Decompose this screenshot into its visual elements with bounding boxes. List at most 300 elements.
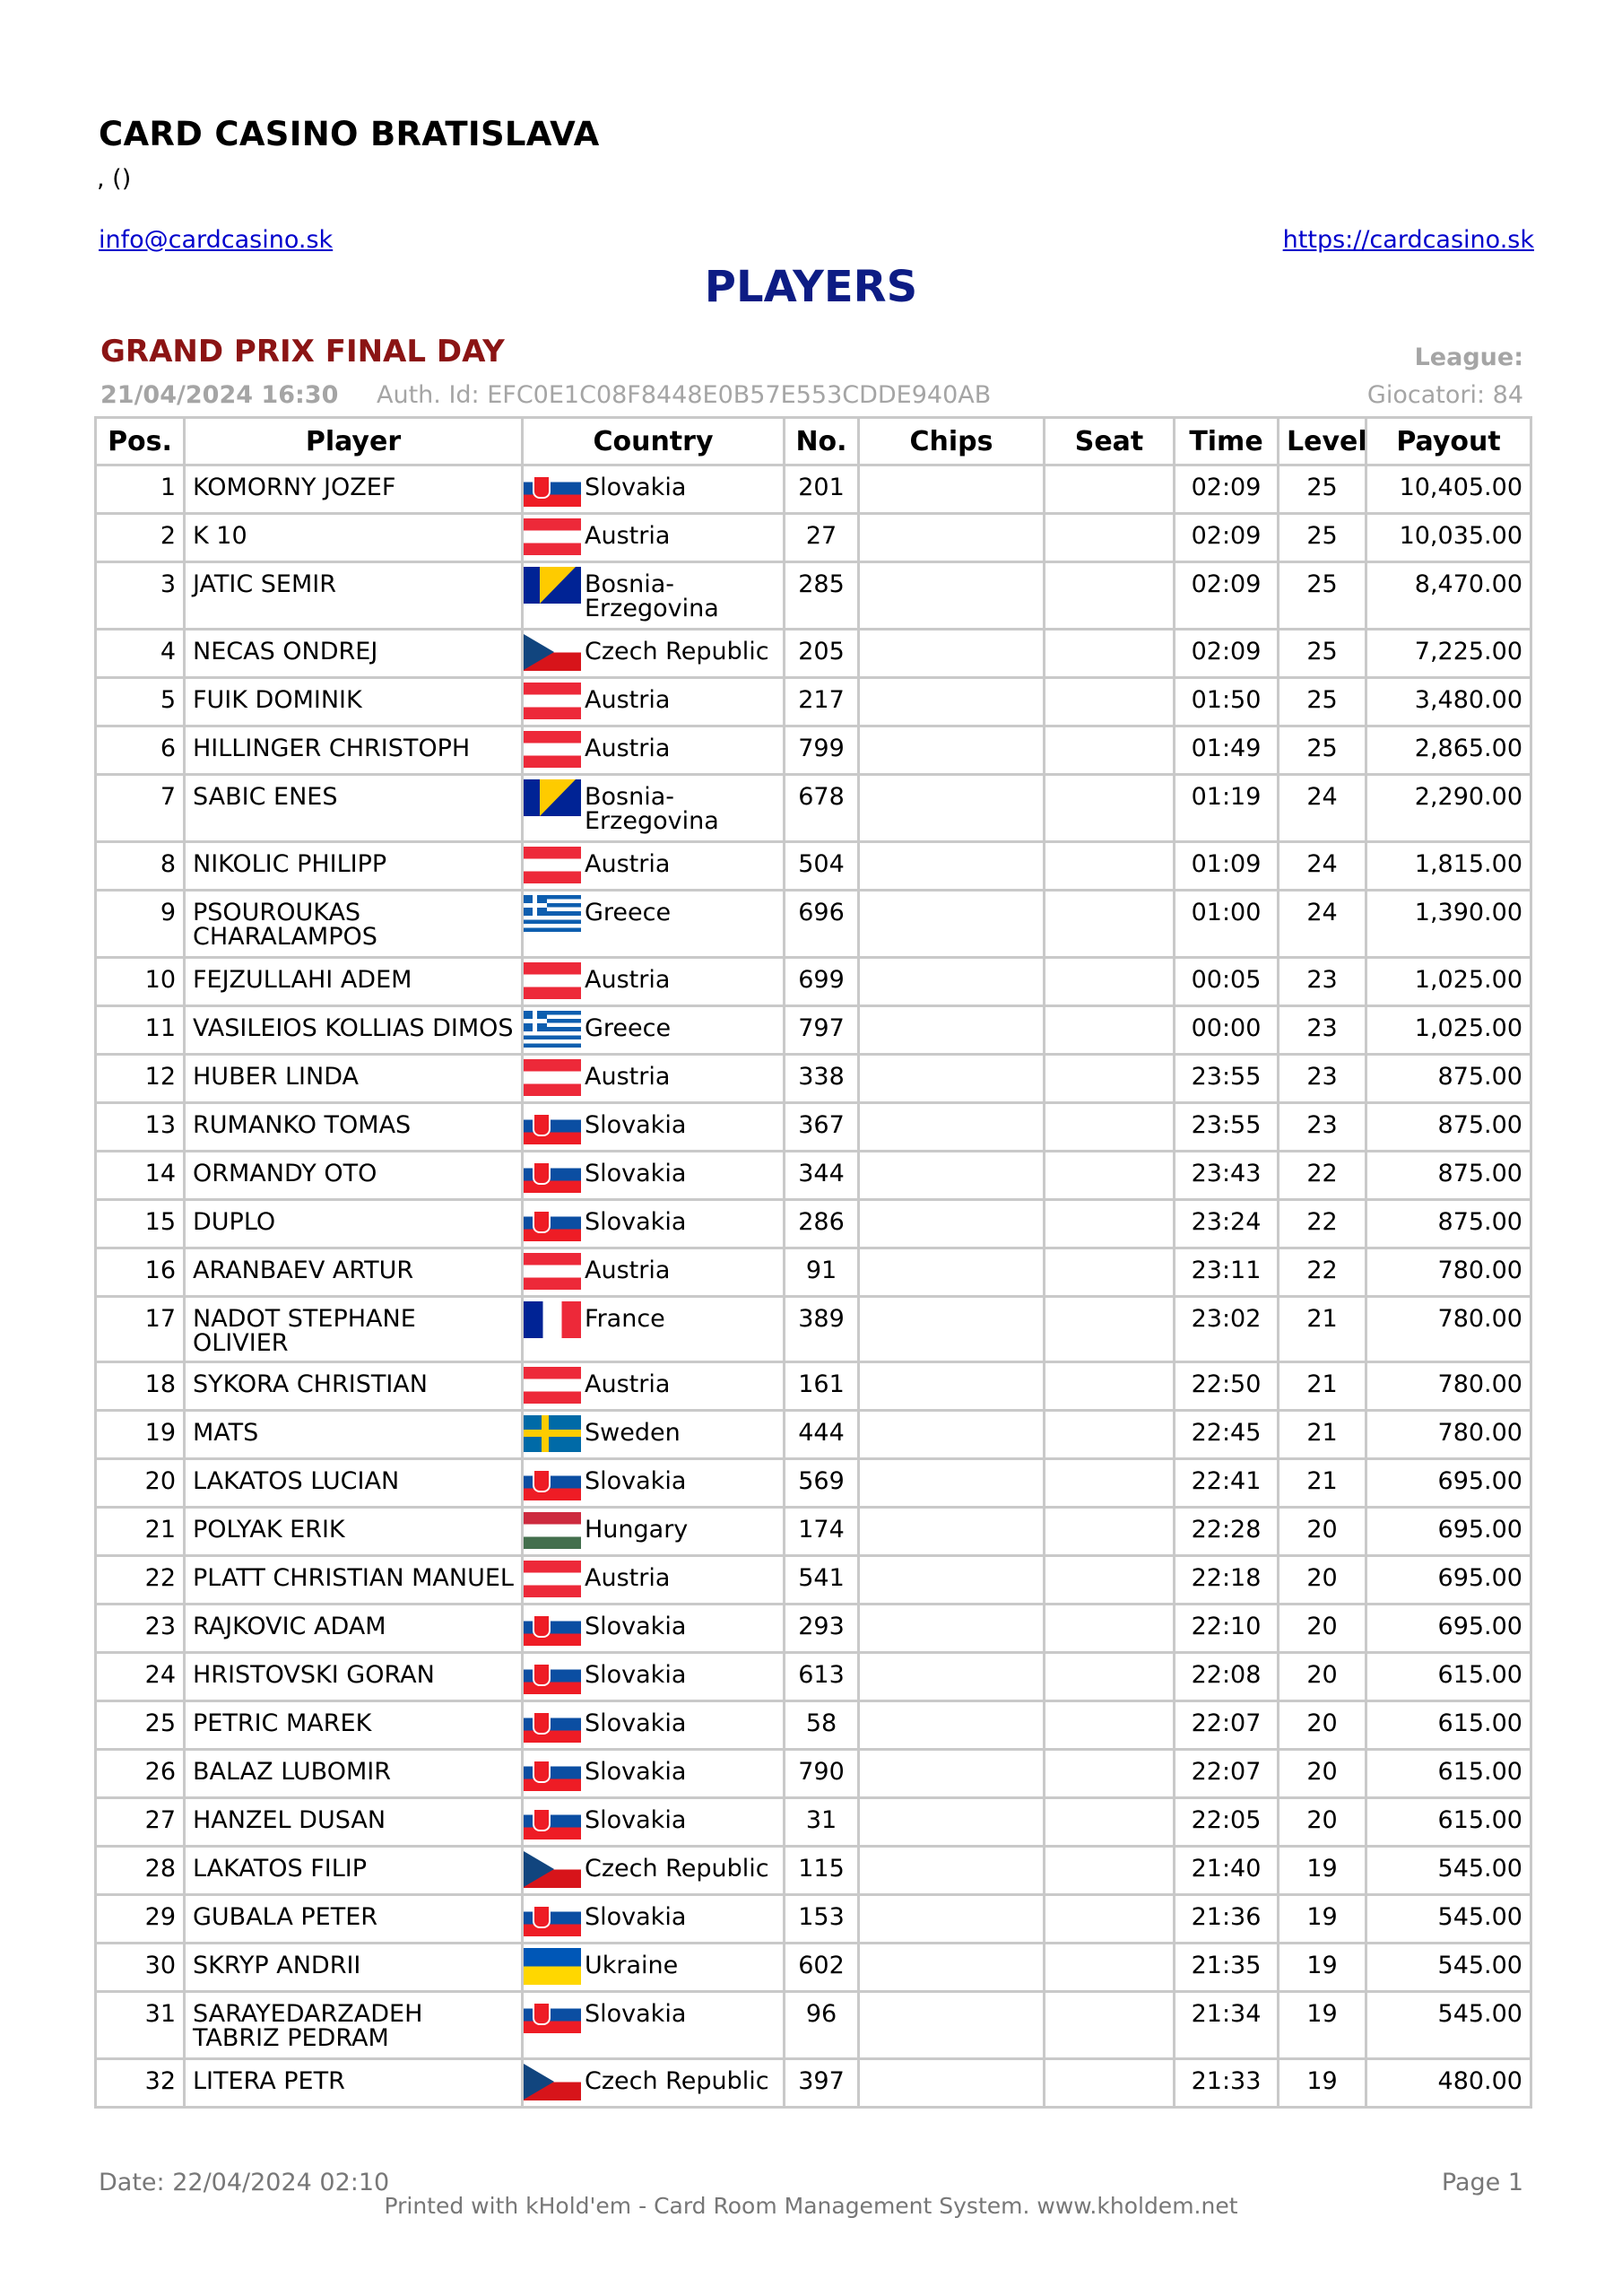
cell-seat: [1045, 465, 1175, 514]
cell-level: 21: [1279, 1362, 1366, 1411]
cell-country: [523, 958, 785, 1006]
cell-pos: 31: [96, 1992, 185, 2059]
sweden-flag-icon: [524, 1415, 581, 1452]
cell-chips: [859, 1847, 1045, 1895]
cell-payout: 875.00: [1366, 1103, 1531, 1152]
country-name: Czech Republic: [585, 2067, 769, 2095]
cell-level: 25: [1279, 630, 1366, 678]
cell-number: 205: [785, 630, 859, 678]
cell-player: RAJKOVIC ADAM: [185, 1605, 523, 1653]
country-name: Sweden: [585, 1419, 681, 1447]
cell-country: [523, 1798, 785, 1847]
country-name: Czech Republic: [585, 1855, 769, 1883]
cell-chips: [859, 562, 1045, 630]
country-name: Austria: [585, 966, 671, 994]
slovakia-flag-icon: [524, 1464, 581, 1500]
cell-pos: 32: [96, 2059, 185, 2108]
country-name: Slovakia: [585, 2000, 687, 2028]
cell-player: NIKOLIC PHILIPP: [185, 842, 523, 891]
table-row: [96, 1200, 1531, 1248]
cell-number: 31: [785, 1798, 859, 1847]
cell-seat: [1045, 958, 1175, 1006]
cell-pos: 21: [96, 1508, 185, 1556]
cell-payout: 1,815.00: [1366, 842, 1531, 891]
cell-seat: [1045, 630, 1175, 678]
cell-level: 19: [1279, 2059, 1366, 2108]
cell-country: [523, 465, 785, 514]
cell-country: [523, 1297, 785, 1362]
austria-flag-icon: [524, 731, 581, 768]
cell-pos: 9: [96, 891, 185, 958]
players-table: [94, 416, 1532, 2109]
table-row: [96, 1459, 1531, 1508]
cell-payout: 695.00: [1366, 1605, 1531, 1653]
cell-chips: [859, 1605, 1045, 1653]
cell-payout: 780.00: [1366, 1297, 1531, 1362]
cell-level: 21: [1279, 1459, 1366, 1508]
column-header-no: No.: [785, 418, 859, 465]
cell-chips: [859, 1508, 1045, 1556]
cell-pos: 27: [96, 1798, 185, 1847]
france-flag-icon: [524, 1301, 581, 1338]
cell-chips: [859, 1653, 1045, 1701]
cell-chips: [859, 1103, 1045, 1152]
cell-time: 00:00: [1175, 1006, 1279, 1055]
cell-number: 174: [785, 1508, 859, 1556]
cell-player: JATIC SEMIR: [185, 562, 523, 630]
cell-country: [523, 2059, 785, 2108]
cell-player: HANZEL DUSAN: [185, 1798, 523, 1847]
cell-number: 504: [785, 842, 859, 891]
cell-payout: 875.00: [1366, 1200, 1531, 1248]
table-row: [96, 1362, 1531, 1411]
country-name: Slovakia: [585, 1709, 687, 1737]
cell-seat: [1045, 842, 1175, 891]
slovakia-flag-icon: [524, 1996, 581, 2033]
cell-time: 23:43: [1175, 1152, 1279, 1200]
cell-payout: 480.00: [1366, 2059, 1531, 2108]
cell-level: 25: [1279, 726, 1366, 775]
cell-chips: [859, 465, 1045, 514]
cell-seat: [1045, 1847, 1175, 1895]
cell-number: 799: [785, 726, 859, 775]
cell-country: [523, 1895, 785, 1944]
cell-time: 22:28: [1175, 1508, 1279, 1556]
cell-level: 20: [1279, 1701, 1366, 1750]
cell-payout: 695.00: [1366, 1459, 1531, 1508]
cell-seat: [1045, 1248, 1175, 1297]
cell-pos: 7: [96, 775, 185, 842]
cell-time: 01:00: [1175, 891, 1279, 958]
cell-number: 797: [785, 1006, 859, 1055]
cell-player: DUPLO: [185, 1200, 523, 1248]
cell-time: 02:09: [1175, 465, 1279, 514]
country-name: Greece: [585, 1014, 672, 1042]
cell-country: [523, 842, 785, 891]
cell-level: 23: [1279, 1055, 1366, 1103]
cell-payout: 1,025.00: [1366, 1006, 1531, 1055]
cell-chips: [859, 1798, 1045, 1847]
table-row: [96, 678, 1531, 726]
cell-seat: [1045, 1055, 1175, 1103]
cell-country: [523, 1200, 785, 1248]
cell-level: 19: [1279, 1847, 1366, 1895]
cell-player: HUBER LINDA: [185, 1055, 523, 1103]
cell-number: 678: [785, 775, 859, 842]
cell-country: [523, 1605, 785, 1653]
cell-country: [523, 1362, 785, 1411]
cell-payout: 615.00: [1366, 1798, 1531, 1847]
cell-time: 22:41: [1175, 1459, 1279, 1508]
cell-country: [523, 1411, 785, 1459]
table-row: [96, 842, 1531, 891]
cell-player: LAKATOS FILIP: [185, 1847, 523, 1895]
cell-seat: [1045, 726, 1175, 775]
cell-player: PSOUROUKAS CHARALAMPOS: [185, 891, 523, 958]
country-name: Austria: [585, 850, 671, 878]
country-name: Hungary: [585, 1516, 689, 1544]
cell-chips: [859, 958, 1045, 1006]
cell-time: 01:49: [1175, 726, 1279, 775]
austria-flag-icon: [524, 1253, 581, 1290]
cell-seat: [1045, 1459, 1175, 1508]
casino-address: , (): [97, 165, 132, 193]
cell-player: MATS: [185, 1411, 523, 1459]
cell-chips: [859, 678, 1045, 726]
table-row: [96, 1152, 1531, 1200]
cell-pos: 14: [96, 1152, 185, 1200]
cell-pos: 11: [96, 1006, 185, 1055]
cell-chips: [859, 1297, 1045, 1362]
table-row: [96, 1248, 1531, 1297]
cell-player: HRISTOVSKI GORAN: [185, 1653, 523, 1701]
table-row: [96, 630, 1531, 678]
cell-player: KOMORNY JOZEF: [185, 465, 523, 514]
print-date: Date: 22/04/2024 02:10: [99, 2169, 390, 2196]
cell-seat: [1045, 514, 1175, 562]
slovakia-flag-icon: [524, 1706, 581, 1743]
cell-pos: 16: [96, 1248, 185, 1297]
country-name: Bosnia-Erzegovina: [585, 570, 719, 622]
cell-level: 23: [1279, 958, 1366, 1006]
cell-country: [523, 630, 785, 678]
cell-player: ORMANDY OTO: [185, 1152, 523, 1200]
cell-country: [523, 1055, 785, 1103]
cell-chips: [859, 1006, 1045, 1055]
country-name: Slovakia: [585, 1111, 687, 1139]
cell-chips: [859, 1895, 1045, 1944]
cell-level: 19: [1279, 1944, 1366, 1992]
country-name: Bosnia-Erzegovina: [585, 783, 719, 835]
slovakia-flag-icon: [524, 1900, 581, 1936]
country-name: Austria: [585, 522, 671, 550]
cell-seat: [1045, 891, 1175, 958]
cell-number: 161: [785, 1362, 859, 1411]
cell-country: [523, 1508, 785, 1556]
cell-number: 96: [785, 1992, 859, 2059]
slovakia-flag-icon: [524, 470, 581, 507]
cell-payout: 1,390.00: [1366, 891, 1531, 958]
cell-payout: 780.00: [1366, 1362, 1531, 1411]
page-number: Page 1: [1441, 2169, 1523, 2196]
table-header-row: [96, 418, 1531, 465]
cell-pos: 28: [96, 1847, 185, 1895]
cell-chips: [859, 1200, 1045, 1248]
cell-seat: [1045, 1798, 1175, 1847]
cell-seat: [1045, 1103, 1175, 1152]
cell-payout: 545.00: [1366, 1992, 1531, 2059]
cell-pos: 15: [96, 1200, 185, 1248]
cell-pos: 1: [96, 465, 185, 514]
cell-chips: [859, 726, 1045, 775]
table-row: [96, 1556, 1531, 1605]
league-label: League:: [1414, 344, 1523, 371]
cell-level: 22: [1279, 1152, 1366, 1200]
cell-payout: 780.00: [1366, 1411, 1531, 1459]
cell-payout: 7,225.00: [1366, 630, 1531, 678]
cell-time: 01:19: [1175, 775, 1279, 842]
country-name: Austria: [585, 1370, 671, 1398]
website-link[interactable]: https://cardcasino.sk: [1282, 226, 1534, 254]
table-row: [96, 1653, 1531, 1701]
country-name: Slovakia: [585, 1758, 687, 1786]
cell-seat: [1045, 1701, 1175, 1750]
cell-chips: [859, 775, 1045, 842]
cell-country: [523, 775, 785, 842]
cell-time: 23:24: [1175, 1200, 1279, 1248]
country-name: Austria: [585, 686, 671, 714]
table-row: [96, 514, 1531, 562]
table-row: [96, 958, 1531, 1006]
cell-player: NECAS ONDREJ: [185, 630, 523, 678]
cell-seat: [1045, 1362, 1175, 1411]
cell-time: 02:09: [1175, 514, 1279, 562]
austria-flag-icon: [524, 1561, 581, 1597]
cell-payout: 1,025.00: [1366, 958, 1531, 1006]
country-name: Austria: [585, 1257, 671, 1284]
slovakia-flag-icon: [524, 1156, 581, 1193]
cell-chips: [859, 891, 1045, 958]
cell-seat: [1045, 1006, 1175, 1055]
table-row: [96, 1847, 1531, 1895]
column-header-pos: Pos.: [96, 418, 185, 465]
country-name: Slovakia: [585, 1903, 687, 1931]
czech-flag-icon: [524, 2064, 581, 2100]
table-row: [96, 1944, 1531, 1992]
table-row: [96, 1798, 1531, 1847]
table-row: [96, 1701, 1531, 1750]
cell-level: 20: [1279, 1605, 1366, 1653]
cell-country: [523, 678, 785, 726]
cell-country: [523, 1750, 785, 1798]
cell-country: [523, 562, 785, 630]
cell-payout: 8,470.00: [1366, 562, 1531, 630]
table-row: [96, 1297, 1531, 1362]
cell-time: 23:55: [1175, 1103, 1279, 1152]
cell-player: VASILEIOS KOLLIAS DIMOS: [185, 1006, 523, 1055]
cell-time: 00:05: [1175, 958, 1279, 1006]
table-row: [96, 775, 1531, 842]
cell-chips: [859, 1992, 1045, 2059]
cell-number: 397: [785, 2059, 859, 2108]
cell-level: 24: [1279, 891, 1366, 958]
cell-pos: 30: [96, 1944, 185, 1992]
cell-payout: 545.00: [1366, 1895, 1531, 1944]
cell-number: 201: [785, 465, 859, 514]
cell-player: LAKATOS LUCIAN: [185, 1459, 523, 1508]
cell-number: 153: [785, 1895, 859, 1944]
austria-flag-icon: [524, 1367, 581, 1404]
cell-number: 115: [785, 1847, 859, 1895]
cell-level: 20: [1279, 1556, 1366, 1605]
slovakia-flag-icon: [524, 1609, 581, 1646]
cell-level: 25: [1279, 562, 1366, 630]
country-name: Slovakia: [585, 1806, 687, 1834]
cell-number: 344: [785, 1152, 859, 1200]
cell-country: [523, 1992, 785, 2059]
cell-time: 22:50: [1175, 1362, 1279, 1411]
cell-time: 22:05: [1175, 1798, 1279, 1847]
cell-level: 22: [1279, 1200, 1366, 1248]
cell-pos: 10: [96, 958, 185, 1006]
cell-payout: 10,405.00: [1366, 465, 1531, 514]
country-name: Austria: [585, 1564, 671, 1592]
cell-pos: 19: [96, 1411, 185, 1459]
cell-number: 569: [785, 1459, 859, 1508]
cell-time: 21:35: [1175, 1944, 1279, 1992]
cell-player: K 10: [185, 514, 523, 562]
cell-level: 19: [1279, 1992, 1366, 2059]
table-row: [96, 1992, 1531, 2059]
cell-chips: [859, 1362, 1045, 1411]
table-row: [96, 1055, 1531, 1103]
table-row: [96, 1750, 1531, 1798]
cell-pos: 29: [96, 1895, 185, 1944]
country-name: Austria: [585, 1063, 671, 1091]
cell-seat: [1045, 1297, 1175, 1362]
cell-number: 338: [785, 1055, 859, 1103]
cell-seat: [1045, 1750, 1175, 1798]
email-link[interactable]: info@cardcasino.sk: [99, 226, 334, 254]
cell-seat: [1045, 1653, 1175, 1701]
cell-number: 58: [785, 1701, 859, 1750]
cell-payout: 545.00: [1366, 1944, 1531, 1992]
cell-country: [523, 1006, 785, 1055]
cell-seat: [1045, 2059, 1175, 2108]
cell-pos: 24: [96, 1653, 185, 1701]
column-header-country: Country: [523, 418, 785, 465]
slovakia-flag-icon: [524, 1205, 581, 1241]
cell-chips: [859, 1055, 1045, 1103]
cell-country: [523, 1847, 785, 1895]
cell-level: 22: [1279, 1248, 1366, 1297]
cell-country: [523, 514, 785, 562]
column-header-level: Level: [1279, 418, 1366, 465]
cell-chips: [859, 514, 1045, 562]
table-row: [96, 1103, 1531, 1152]
cell-player: RUMANKO TOMAS: [185, 1103, 523, 1152]
cell-seat: [1045, 1411, 1175, 1459]
cell-level: 20: [1279, 1508, 1366, 1556]
cell-seat: [1045, 1605, 1175, 1653]
cell-player: LITERA PETR: [185, 2059, 523, 2108]
cell-number: 699: [785, 958, 859, 1006]
column-header-time: Time: [1175, 418, 1279, 465]
table-row: [96, 1411, 1531, 1459]
cell-pos: 20: [96, 1459, 185, 1508]
cell-time: 01:50: [1175, 678, 1279, 726]
cell-chips: [859, 1701, 1045, 1750]
cell-payout: 875.00: [1366, 1152, 1531, 1200]
greece-flag-icon: [524, 895, 581, 932]
cell-payout: 615.00: [1366, 1750, 1531, 1798]
cell-number: 285: [785, 562, 859, 630]
column-header-seat: Seat: [1045, 418, 1175, 465]
column-header-player: Player: [185, 418, 523, 465]
cell-time: 21:36: [1175, 1895, 1279, 1944]
cell-chips: [859, 1459, 1045, 1508]
cell-payout: 3,480.00: [1366, 678, 1531, 726]
cell-payout: 695.00: [1366, 1508, 1531, 1556]
cell-level: 24: [1279, 842, 1366, 891]
cell-chips: [859, 842, 1045, 891]
cell-player: FEJZULLAHI ADEM: [185, 958, 523, 1006]
czech-flag-icon: [524, 1851, 581, 1888]
cell-country: [523, 1103, 785, 1152]
cell-seat: [1045, 1152, 1175, 1200]
cell-chips: [859, 1944, 1045, 1992]
cell-payout: 780.00: [1366, 1248, 1531, 1297]
cell-pos: 4: [96, 630, 185, 678]
cell-time: 21:40: [1175, 1847, 1279, 1895]
cell-seat: [1045, 1895, 1175, 1944]
cell-number: 602: [785, 1944, 859, 1992]
cell-pos: 25: [96, 1701, 185, 1750]
page-title: PLAYERS: [704, 262, 918, 312]
cell-time: 22:10: [1175, 1605, 1279, 1653]
cell-pos: 5: [96, 678, 185, 726]
cell-number: 696: [785, 891, 859, 958]
cell-time: 22:08: [1175, 1653, 1279, 1701]
cell-seat: [1045, 1992, 1175, 2059]
cell-country: [523, 891, 785, 958]
cell-level: 25: [1279, 465, 1366, 514]
cell-level: 20: [1279, 1798, 1366, 1847]
cell-number: 27: [785, 514, 859, 562]
cell-payout: 695.00: [1366, 1556, 1531, 1605]
cell-player: BALAZ LUBOMIR: [185, 1750, 523, 1798]
country-name: Slovakia: [585, 1467, 687, 1495]
cell-country: [523, 1944, 785, 1992]
cell-pos: 18: [96, 1362, 185, 1411]
cell-payout: 2,865.00: [1366, 726, 1531, 775]
cell-player: SABIC ENES: [185, 775, 523, 842]
cell-number: 790: [785, 1750, 859, 1798]
cell-time: 02:09: [1175, 562, 1279, 630]
cell-number: 286: [785, 1200, 859, 1248]
cell-time: 21:33: [1175, 2059, 1279, 2108]
cell-seat: [1045, 678, 1175, 726]
cell-number: 444: [785, 1411, 859, 1459]
cell-seat: [1045, 1200, 1175, 1248]
cell-payout: 615.00: [1366, 1653, 1531, 1701]
cell-number: 217: [785, 678, 859, 726]
austria-flag-icon: [524, 683, 581, 719]
cell-player: SARAYEDARZADEH TABRIZ PEDRAM: [185, 1992, 523, 2059]
country-name: France: [585, 1305, 665, 1333]
cell-seat: [1045, 562, 1175, 630]
cell-country: [523, 726, 785, 775]
